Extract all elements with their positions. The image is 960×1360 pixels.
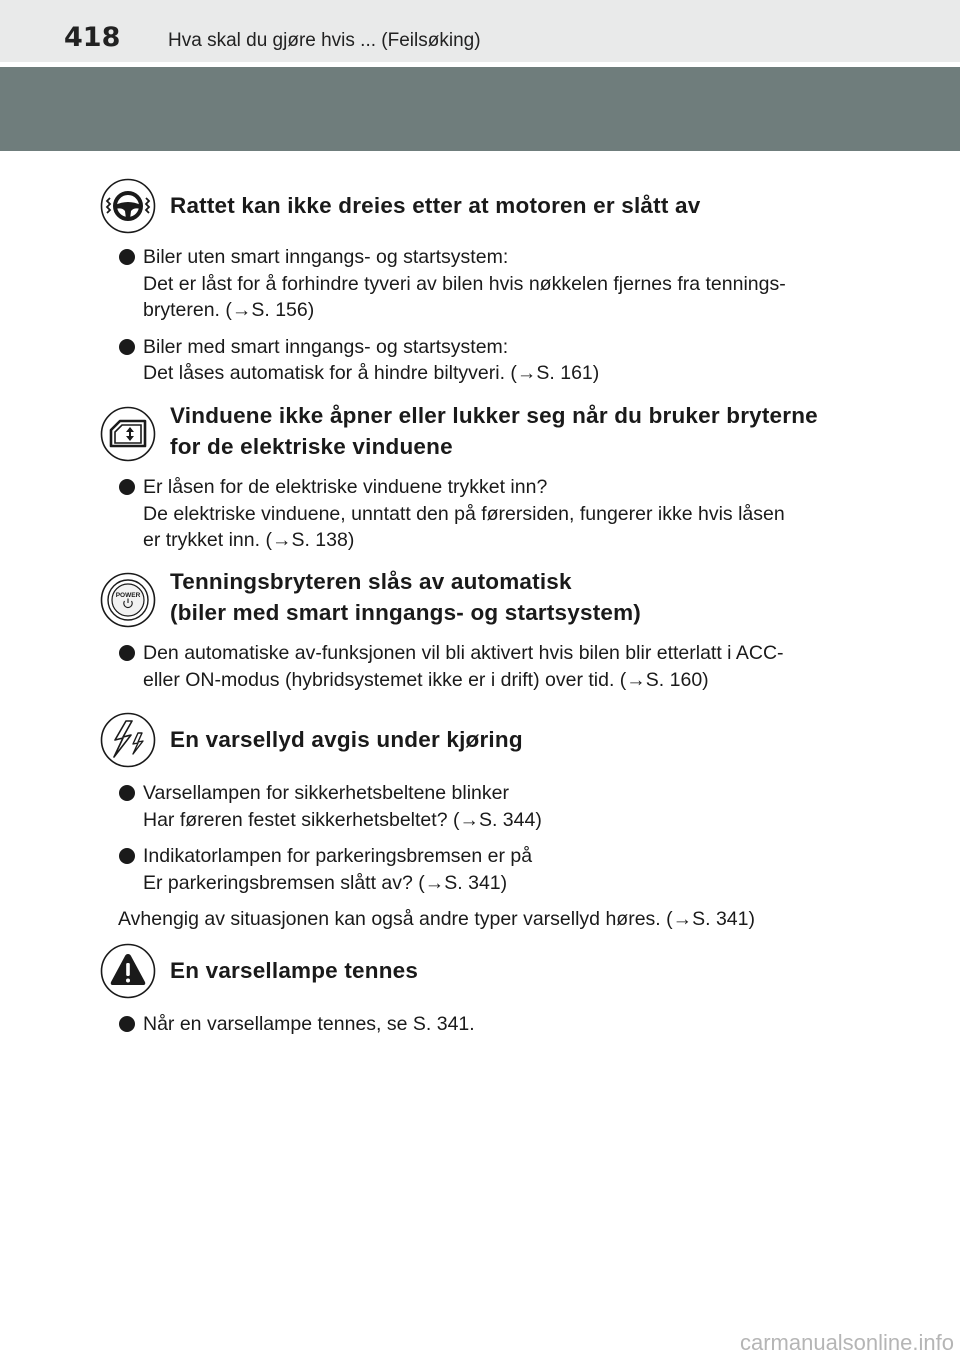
section-header — [100, 400, 870, 462]
bullet-list — [100, 244, 870, 387]
bullet-line: Den automatiske av-funksjonen vil bli aktivert hvis bilen blir etterlatt i ACC- — [143, 642, 784, 664]
power-label: POWER — [115, 592, 141, 599]
section-header — [100, 566, 870, 628]
warning-buzzer-icon — [100, 712, 156, 768]
bullet-line: Varsellampen for sikkerhetsbeltene blinker — [143, 782, 509, 804]
watermark: carmanualsonline.info — [739, 1330, 954, 1355]
power-button-icon — [100, 572, 156, 628]
list-item — [100, 780, 870, 833]
bullet-line: eller ON-modus (hybridsystemet ikke er i drift) over tid. (→S. 160) — [143, 668, 709, 691]
section-header — [100, 943, 870, 1001]
bullet-line: Biler med smart inngangs- og startsystem: — [143, 335, 509, 358]
section-title: Vinduene ikke åpner eller lukker seg når du bruker bryterne for de elektriske vinduene — [170, 403, 818, 459]
section-warning-light — [100, 943, 870, 1048]
list-item — [100, 244, 870, 324]
warning-triangle-icon — [100, 943, 156, 999]
bullet-list — [100, 1011, 870, 1038]
bullet-line: bryteren. (→S. 156) — [143, 299, 315, 321]
header-title: Hva skal du gjøre hvis ... (Feilsøking) — [168, 30, 481, 51]
header-band — [0, 67, 960, 151]
list-item — [100, 843, 870, 896]
bullet-line: Biler uten smart inngangs- og startsystem: — [143, 246, 509, 268]
page-number: 418 — [64, 22, 121, 53]
list-item — [100, 474, 870, 554]
bullet-dot — [119, 848, 135, 864]
bullet-list — [100, 474, 870, 554]
list-item — [100, 640, 870, 693]
section-header — [100, 712, 870, 770]
section-power-windows — [100, 400, 870, 564]
bullet-line: Indikatorlampen for parkeringsbremsen er på — [143, 845, 533, 867]
bullet-line: Det låses automatisk for å hindre biltyveri. (→S. 161) — [143, 362, 600, 384]
bullet-line: De elektriske vinduene, unntatt den på førersiden, fungerer ikke hvis låsen — [143, 502, 785, 525]
bullet-line: Er parkeringsbremsen slått av? (→S. 341) — [143, 871, 508, 894]
bullet-line: Det er låst for å forhindre tyveri av bilen hvis nøkkelen fjernes fra tennings- — [143, 272, 786, 295]
list-item — [100, 334, 870, 387]
section-title: Rattet kan ikke dreies etter at motoren er slått av — [170, 193, 701, 218]
list-item — [100, 1011, 870, 1038]
section-title: En varsellyd avgis under kjøring — [170, 727, 523, 752]
bullet-list — [100, 780, 870, 896]
section-header — [100, 178, 870, 236]
section-auto-power-off — [100, 566, 870, 703]
bullet-dot — [119, 785, 135, 801]
bullet-line: Har føreren festet sikkerhetsbeltet? (→S. 344) — [143, 808, 542, 831]
page-header — [0, 0, 960, 62]
power-window-icon — [100, 406, 156, 462]
bullet-dot — [119, 1016, 135, 1032]
bullet-dot — [119, 249, 135, 265]
bullet-line: Når en varsellampe tennes, se S. 341. — [143, 1013, 475, 1035]
bullet-dot — [119, 479, 135, 495]
bullet-list — [100, 640, 870, 693]
bullet-line: Er låsen for de elektriske vinduene trykket inn? — [143, 476, 548, 498]
section-note: Avhengig av situasjonen kan også andre typer varsellyd høres. (→S. 341) — [118, 908, 755, 930]
section-title: En varsellampe tennes — [170, 958, 419, 983]
bullet-dot — [119, 645, 135, 661]
section-warning-buzzer — [100, 712, 870, 933]
steering-wheel-icon — [100, 178, 156, 234]
bullet-dot — [119, 339, 135, 355]
section-title: Tenningsbryteren slås av automatisk (biler med smart inngangs- og startsystem) — [170, 569, 642, 625]
bullet-line: er trykket inn. (→S. 138) — [143, 529, 355, 551]
section-steering-lock — [100, 178, 870, 397]
